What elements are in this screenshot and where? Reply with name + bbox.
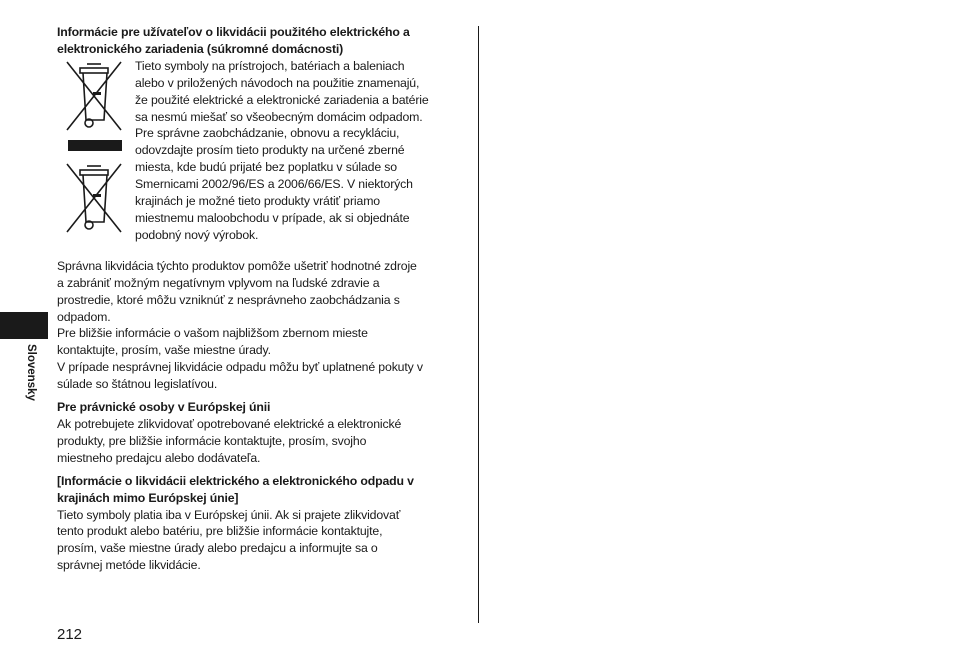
heading-line: krajinách mimo Európskej únie] xyxy=(57,490,239,505)
text-line: a zabrániť možným negatívnym vplyvom na ľudské zdravie a xyxy=(57,275,380,290)
text-line: správnej metóde likvidácie. xyxy=(57,558,201,573)
text-line: miestnemu maloobchodu v prípade, ak si objednáte xyxy=(135,210,410,225)
text-line: miestneho predajcu alebo dodávateľa. xyxy=(57,450,261,465)
paragraph-collection-point xyxy=(57,325,467,359)
text-line: Pre správne zaobchádzanie, obnovu a recykláciu, xyxy=(135,126,400,141)
symbols-section xyxy=(57,58,467,258)
solid-bar-symbol xyxy=(68,140,122,151)
text-line: miesta, kde budú prijaté bez poplatku v súlade so xyxy=(135,160,397,175)
text-line: sa nesmú miešať so všeobecným domácim odpadom. xyxy=(135,109,423,124)
heading-line: [Informácie o likvidácii elektrického a elektronického odpadu v xyxy=(57,473,414,488)
text-line: Ak potrebujete zlikvidovať opotrebované elektrické a elektronické xyxy=(57,416,402,431)
text-line: podobný nový výrobok. xyxy=(135,227,259,242)
text-line: prosím, vaše miestne úrady alebo predajcu a informujte sa o xyxy=(57,541,378,556)
heading-line: elektronického zariadenia (súkromné domácnosti) xyxy=(57,41,344,56)
text-line: Tieto symboly platia iba v Európskej únii. Ak si prajete zlikvidovať xyxy=(57,507,401,522)
heading-line: Informácie pre užívateľov o likvidácii použitého elektrického a xyxy=(57,25,410,39)
text-line: tento produkt alebo batériu, pre bližšie informácie kontaktujte, xyxy=(57,524,383,539)
text-line: kontaktujte, prosím, vaše miestne úrady. xyxy=(57,343,271,358)
text-line: produkty, pre bližšie informácie kontaktujte, prosím, svojho xyxy=(57,433,367,448)
symbols-column xyxy=(57,58,135,258)
paragraph-penalties xyxy=(57,359,467,393)
language-side-label: Slovensky xyxy=(25,344,37,401)
main-column xyxy=(57,24,467,574)
text-line: alebo v priložených návodoch na použitie znamenajú, xyxy=(135,75,420,90)
language-tab-marker xyxy=(0,312,48,339)
text-line: odpadom. xyxy=(57,309,111,324)
text-line: Tieto symboly na prístrojoch, batériach a baleniach xyxy=(135,58,405,73)
column-divider xyxy=(478,26,479,623)
text-line: Smernicami 2002/96/ES a 2006/66/ES. V niektorých xyxy=(135,177,413,192)
text-line: krajinách je možné tieto produkty vrátiť priamo xyxy=(135,194,380,209)
symbols-description xyxy=(135,58,467,258)
heading-business-users: Pre právnické osoby v Európskej únii xyxy=(57,400,271,415)
text-line: V prípade nesprávnej likvidácie odpadu môžu byť uplatnené pokuty v xyxy=(57,360,423,375)
text-line: že použité elektrické a elektronické zariadenia a batérie xyxy=(135,92,429,107)
heading-outside-eu xyxy=(57,473,467,507)
paragraph-proper-disposal xyxy=(57,258,467,326)
text-line: Pre bližšie informácie o vašom najbližšom zbernom mieste xyxy=(57,326,368,341)
page-number: 212 xyxy=(57,626,83,643)
crossed-out-wheeled-bin-icon xyxy=(65,60,123,132)
crossed-out-wheeled-bin-icon xyxy=(65,162,123,234)
text-line: odovzdajte prosím tieto produkty na určené zberné xyxy=(135,143,405,158)
paragraph-outside-eu xyxy=(57,507,467,575)
text-line: Správna likvidácia týchto produktov pomôže ušetriť hodnotné zdroje xyxy=(57,258,417,273)
paragraph-business-users xyxy=(57,416,467,467)
text-line: prostredie, ktoré môžu vzniknúť z nesprávneho zaobchádzania s xyxy=(57,292,400,307)
heading-private-households xyxy=(57,24,467,58)
text-line: súlade so štátnou legislatívou. xyxy=(57,377,218,392)
